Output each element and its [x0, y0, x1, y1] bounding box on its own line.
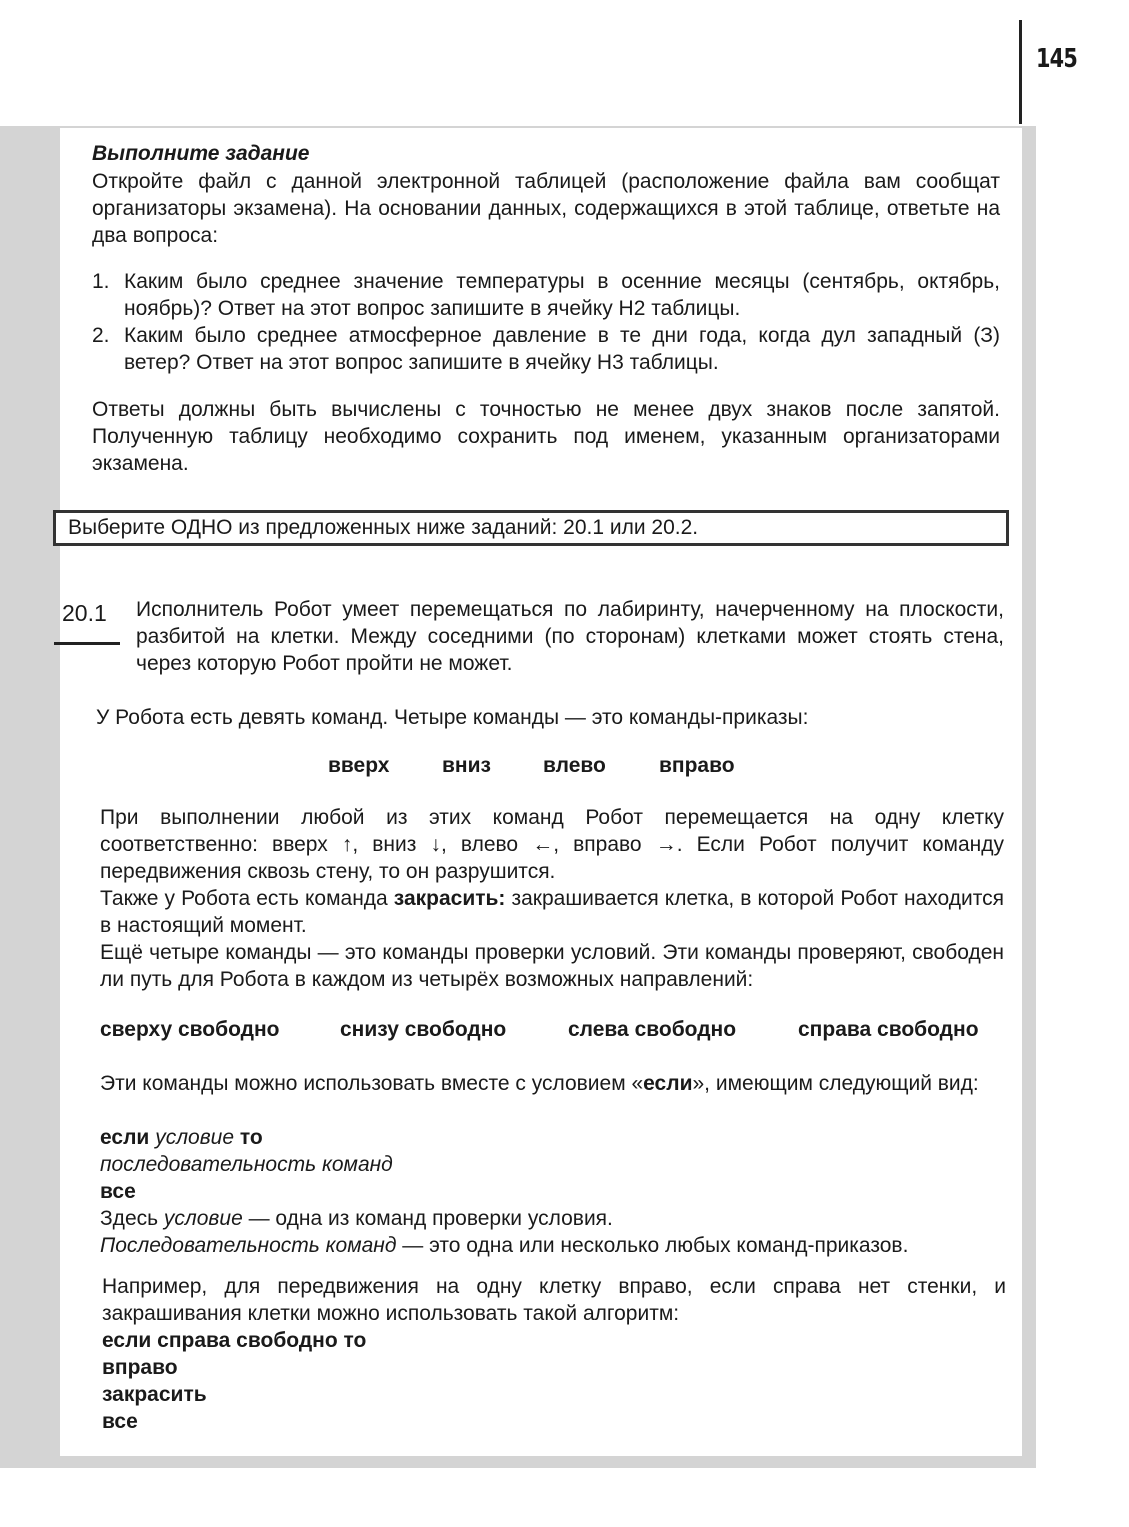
if-intro-after: », имеющим следующий вид:	[692, 1072, 979, 1095]
paint-description	[100, 885, 1004, 939]
example-line: закрасить	[102, 1383, 207, 1406]
if-syntax	[100, 1124, 1004, 1259]
question-number: 1.	[92, 270, 110, 293]
task-number-underline	[54, 642, 120, 645]
question-item	[92, 322, 1000, 376]
syntax-line	[100, 1124, 1004, 1151]
here-before: Здесь	[100, 1207, 164, 1230]
sequence-after: — это одна или несколько любых команд-приказов.	[396, 1234, 909, 1257]
question-text: Каким было среднее значение температуры в осенние месяцы (сентябрь, октябрь, ноябрь)? Ответ на этот вопрос запишите в ячейку H2 таблицы.	[124, 270, 1000, 320]
syntax-end: все	[100, 1180, 136, 1203]
task-number: 20.1	[62, 600, 107, 626]
task-heading: Выполните задание	[92, 142, 310, 165]
question-text: Каким было среднее атмосферное давление в те дни года, когда дул западный (З) ветер? Ответ на этот вопрос запишите в ячейку H3 таблицы.	[124, 324, 1000, 374]
question-number: 2.	[92, 324, 110, 347]
command-left: влево	[543, 754, 606, 777]
example-line: если справа свободно то	[102, 1329, 367, 1352]
choice-box: Выберите ОДНО из предложенных ниже заданий: 20.1 или 20.2.	[53, 510, 1009, 546]
here-term: условие	[163, 1207, 243, 1230]
example-intro: Например, для передвижения на одну клетку вправо, если справа нет стенки, и закрашивания клетки можно использовать такой алгоритм:	[102, 1275, 1006, 1325]
syntax-then: то	[239, 1126, 263, 1149]
commands-intro: У Робота есть девять команд. Четыре команды — это команды-приказы:	[96, 706, 809, 729]
command-right-free: справа свободно	[798, 1018, 979, 1041]
task-20-1-intro: Исполнитель Робот умеет перемещаться по лабиринту, начерченному на плоскости, разбитой на клетки. Между соседними (по сторонам) клетками может стоять стена, через которую Робот пройти не может.	[136, 598, 1004, 675]
question-list	[92, 268, 1000, 376]
page-edge-rule	[1019, 20, 1022, 124]
example-line: все	[102, 1410, 138, 1433]
command-left-free: слева свободно	[568, 1018, 737, 1041]
sequence-term: Последовательность команд	[100, 1234, 397, 1257]
syntax-if: если	[100, 1126, 150, 1149]
command-down-free: снизу свободно	[340, 1018, 507, 1041]
question-item	[92, 268, 1000, 322]
command-right: вправо	[659, 754, 735, 777]
task-intro: Откройте файл с данной электронной таблицей (расположение файла вам сообщат организаторы экзамена). На основании данных, содержащихся в этой таблице, ответьте на два вопроса:	[92, 170, 1000, 247]
command-up: вверх	[328, 754, 390, 777]
if-intro	[100, 1070, 1004, 1097]
if-keyword: если	[643, 1072, 693, 1095]
if-intro-before: Эти команды можно использовать вместе с условием «	[100, 1072, 644, 1095]
command-down: вниз	[442, 754, 491, 777]
paint-command: закрасить:	[393, 887, 506, 910]
move-explanation: При выполнении любой из этих команд Робот перемещается на одну клетку соответственно: вверх ↑, вниз ↓, влево ←, вправо →. Если Робот получит команду передвижения сквозь стену, то он разрушится.	[100, 806, 1004, 883]
paint-text-before: Также у Робота есть команда	[100, 887, 394, 910]
task-outro: Ответы должны быть вычислены с точностью не менее двух знаков после запятой. Полученную таблицу необходимо сохранить под именем, указанным организаторами экзамена.	[92, 398, 1000, 475]
syntax-sequence: последовательность команд	[100, 1153, 393, 1176]
here-line	[100, 1205, 1004, 1232]
syntax-condition: условие	[155, 1126, 235, 1149]
sequence-line	[100, 1232, 1004, 1259]
page-number: 145	[1036, 44, 1078, 74]
command-up-free: сверху свободно	[100, 1018, 280, 1041]
here-after: — одна из команд проверки условия.	[242, 1207, 613, 1230]
example-code	[102, 1327, 366, 1435]
paint-text-after: закрашивается клетка, в которой Робот находится в настоящий момент.	[100, 887, 1004, 937]
example-line: вправо	[102, 1356, 178, 1379]
check-intro: Ещё четыре команды — это команды проверки условий. Эти команды проверяют, свободен ли путь для Робота в каждом из четырёх возможных направлений:	[100, 941, 1004, 991]
